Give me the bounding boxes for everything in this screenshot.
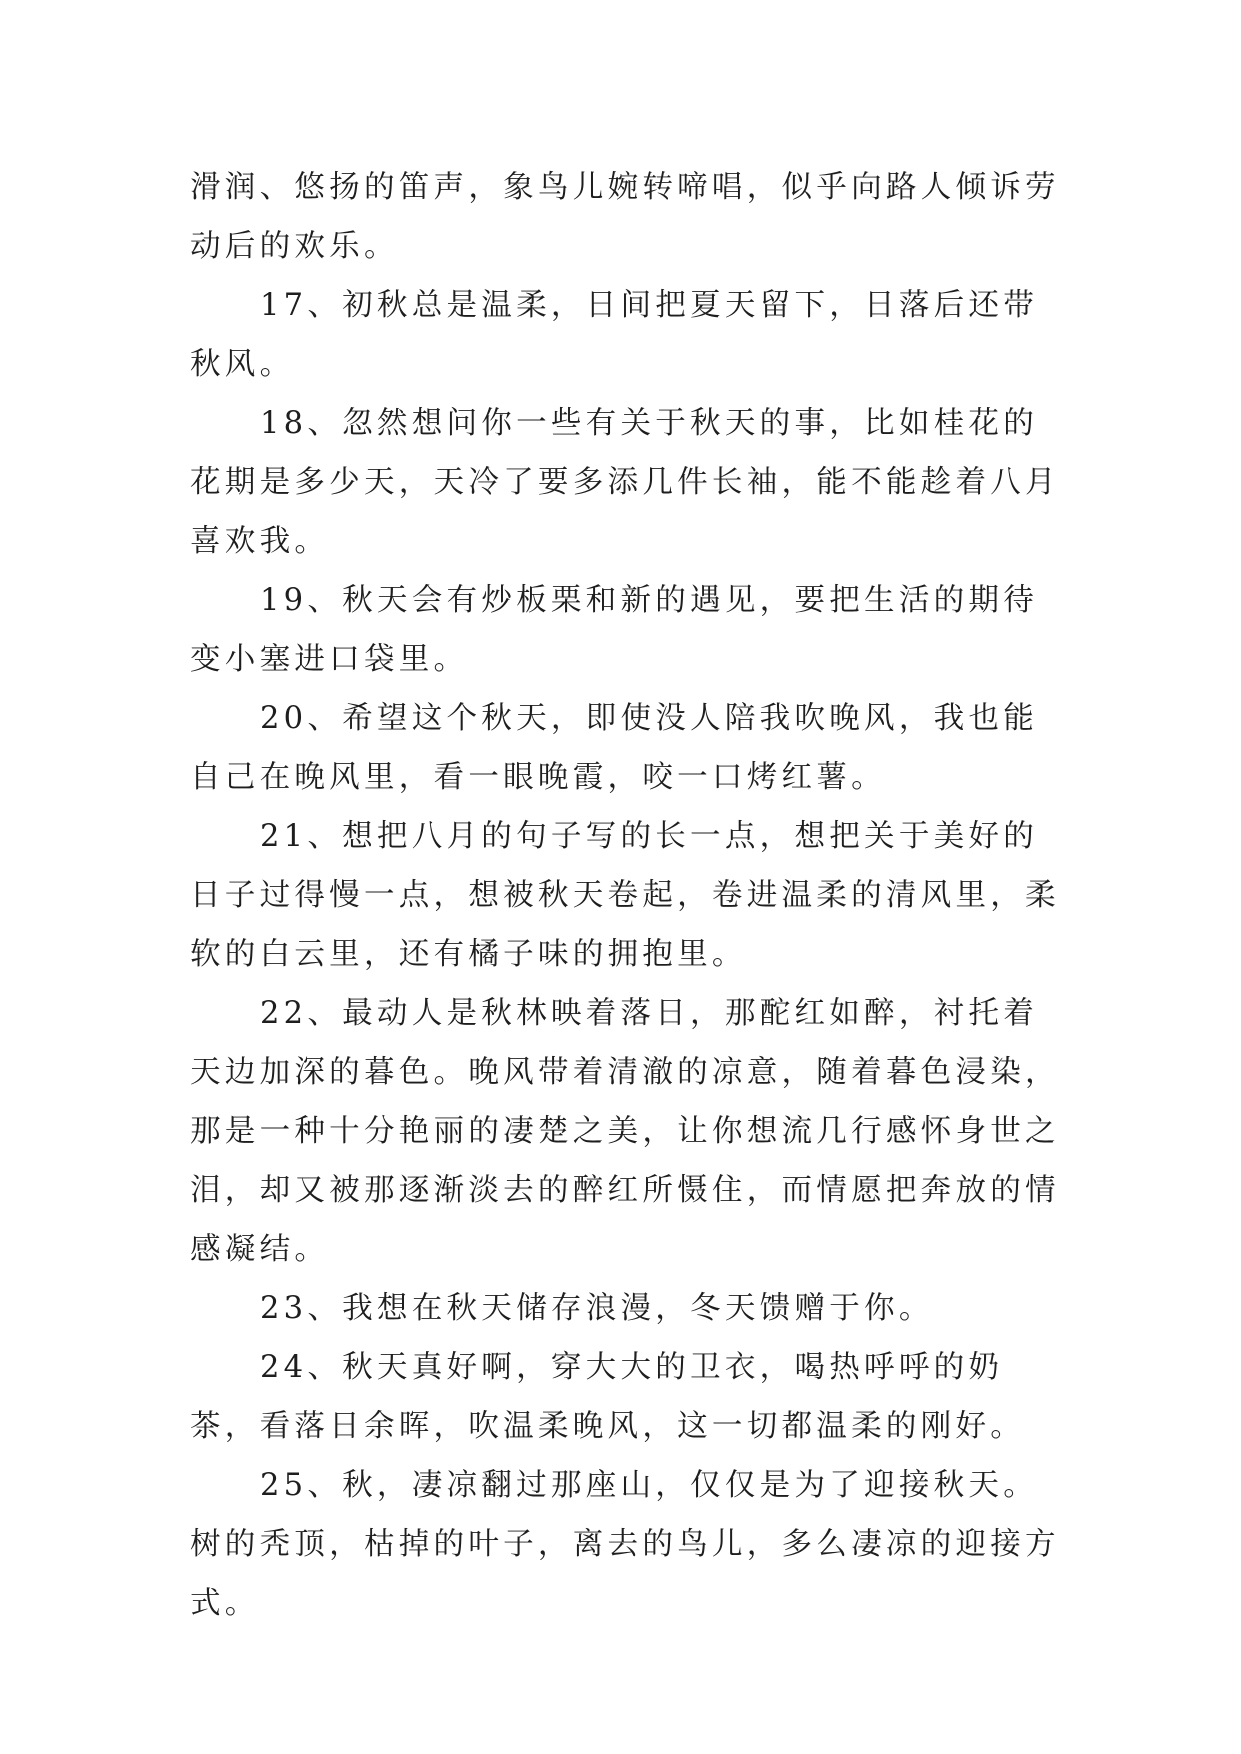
- paragraph-25: 25、秋，凄凉翻过那座山，仅仅是为了迎接秋天。树的秃顶，枯掉的叶子，离去的鸟儿，多么凄凉的迎接方式。: [190, 1468, 1060, 1621]
- paragraph-22: 22、最动人是秋林映着落日，那酡红如醉，衬托着天边加深的暮色。晚风带着清澈的凉意，随着暮色浸染，那是一种十分艳丽的凄楚之美，让你想流几行感怀身世之泪，却又被那逐渐淡去的醉红所慑住，而情愿把奔放的情感凝结。: [190, 996, 1060, 1267]
- paragraph-24: 24、秋天真好啊，穿大大的卫衣，喝热呼呼的奶茶，看落日余晖，吹温柔晚风，这一切都温柔的刚好。: [190, 1350, 1026, 1444]
- paragraph-17: 17、初秋总是温柔，日间把夏天留下，日落后还带秋风。: [190, 288, 1038, 382]
- paragraph-21: 21、想把八月的句子写的长一点，想把关于美好的日子过得慢一点，想被秋天卷起，卷进温柔的清风里，柔软的白云里，还有橘子味的拥抱里。: [190, 819, 1060, 972]
- paragraph-18: 18、忽然想问你一些有关于秋天的事，比如桂花的花期是多少天，天冷了要多添几件长袖，能不能趁着八月喜欢我。: [190, 406, 1060, 559]
- paragraph-23: 23、我想在秋天储存浪漫，冬天馈赠于你。: [260, 1291, 934, 1326]
- paragraph-continuation: 滑润、悠扬的笛声，象鸟儿婉转啼唱，似乎向路人倾诉劳动后的欢乐。: [190, 170, 1060, 264]
- paragraph-19: 19、秋天会有炒板栗和新的遇见，要把生活的期待变小塞进口袋里。: [190, 583, 1038, 677]
- paragraph-20: 20、希望这个秋天，即使没人陪我吹晚风，我也能自己在晚风里，看一眼晚霞，咬一口烤红薯。: [190, 701, 1038, 795]
- document-body: [190, 158, 1070, 1633]
